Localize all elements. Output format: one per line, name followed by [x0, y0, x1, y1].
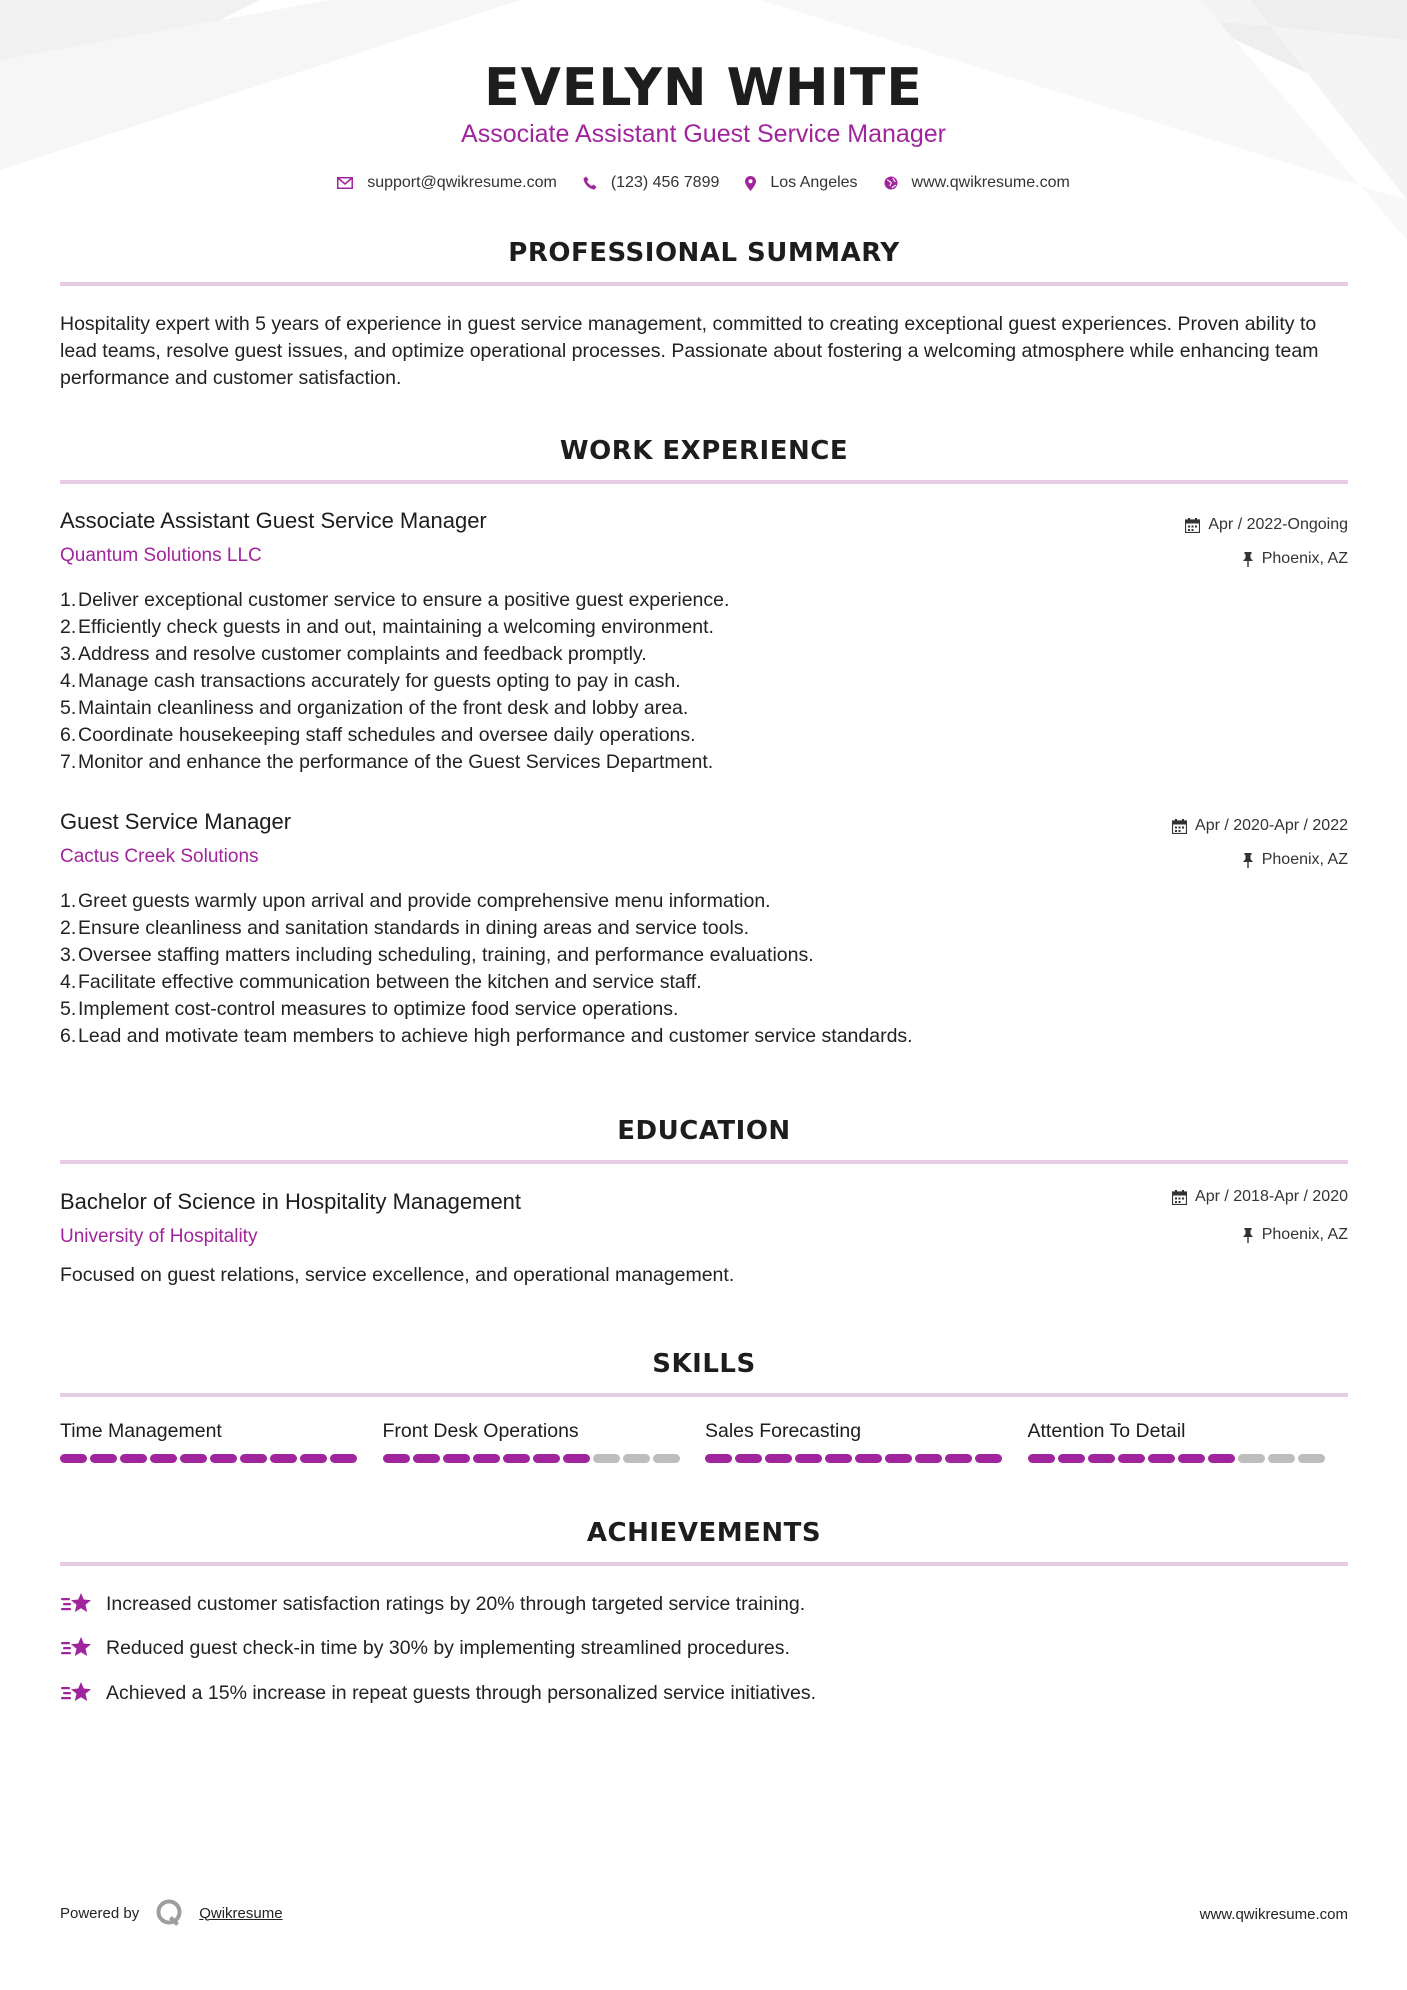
skill-segment-filled	[180, 1454, 207, 1463]
achievement-text: Reduced guest check-in time by 30% by implementing streamlined procedures.	[106, 1636, 790, 1659]
contact-website-text: www.qwikresume.com	[911, 174, 1070, 191]
skills-heading: SKILLS	[652, 1349, 756, 1379]
job-duties-list	[60, 888, 1350, 1050]
skill-item	[383, 1420, 706, 1463]
list-item: 2. Ensure cleanliness and sanitation standards in dining areas and service tools.	[60, 917, 749, 939]
skill-segment-empty	[1238, 1454, 1265, 1463]
skill-segment-filled	[90, 1454, 117, 1463]
education-location	[1242, 1226, 1348, 1244]
job-location	[1242, 550, 1348, 568]
skill-segment-filled	[503, 1454, 530, 1463]
skill-segment-empty	[1268, 1454, 1295, 1463]
list-item: 3. Address and resolve customer complaints and feedback promptly.	[60, 643, 647, 665]
skill-segment-filled	[1178, 1454, 1205, 1463]
skill-name: Front Desk Operations	[382, 1420, 579, 1442]
skill-segment-filled	[705, 1454, 732, 1463]
skill-item	[705, 1420, 1028, 1463]
candidate-title: Associate Assistant Guest Service Manager	[461, 120, 946, 148]
summary-heading: PROFESSIONAL SUMMARY	[508, 238, 900, 268]
list-item: 2. Efficiently check guests in and out, maintaining a welcoming environment.	[60, 616, 714, 638]
globe-icon	[884, 176, 898, 190]
skill-segment-filled	[383, 1454, 410, 1463]
skill-segment-filled	[765, 1454, 792, 1463]
job-company: Cactus Creek Solutions	[60, 846, 259, 867]
skill-segment-filled	[120, 1454, 147, 1463]
summary-divider	[60, 282, 1348, 286]
job-company: Quantum Solutions LLC	[60, 545, 262, 566]
skill-segment-filled	[473, 1454, 500, 1463]
shooting-star-icon	[60, 1635, 94, 1661]
skill-segment-filled	[1118, 1454, 1145, 1463]
skill-segment-filled	[1028, 1454, 1055, 1463]
phone-icon	[583, 176, 597, 190]
calendar-icon	[1172, 819, 1187, 834]
education-description: Focused on guest relations, service excellence, and operational management.	[60, 1264, 735, 1286]
qwikresume-logo-icon	[155, 1898, 185, 1928]
list-item: 6. Coordinate housekeeping staff schedules and oversee daily operations.	[60, 724, 696, 746]
job-duties-list	[60, 587, 1350, 776]
skill-segment-filled	[443, 1454, 470, 1463]
list-item: 1. Greet guests warmly upon arrival and provide comprehensive menu information.	[60, 890, 771, 912]
skill-segment-empty	[623, 1454, 650, 1463]
contact-website[interactable]	[884, 174, 1070, 192]
skill-rating-bar	[383, 1454, 706, 1463]
achievements-divider	[60, 1562, 1348, 1566]
skills-list	[60, 1420, 1350, 1463]
pushpin-icon	[1242, 853, 1254, 868]
contact-location-text: Los Angeles	[770, 174, 858, 191]
skill-segment-filled	[735, 1454, 762, 1463]
list-item: 7. Monitor and enhance the performance of the Guest Services Department.	[60, 751, 714, 773]
calendar-icon	[1185, 518, 1200, 533]
summary-text: Hospitality expert with 5 years of experience in guest service management, committed to creating exceptional guest experiences. Proven ability to lead teams, resolve guest issues, and optimize operational processes. Passionate about fostering a welcoming atmosphere while enhancing team performance and customer satisfaction.	[60, 313, 1319, 389]
skill-name: Sales Forecasting	[705, 1420, 862, 1442]
skill-segment-empty	[593, 1454, 620, 1463]
contact-email[interactable]	[337, 174, 557, 192]
job-location	[1242, 851, 1348, 869]
shooting-star-icon	[60, 1591, 94, 1617]
contact-phone-text: (123) 456 7899	[610, 174, 720, 191]
skill-segment-filled	[563, 1454, 590, 1463]
candidate-name: EVELYN WHITE	[484, 58, 923, 118]
skill-segment-filled	[240, 1454, 267, 1463]
list-item: 5. Maintain cleanliness and organization of the front desk and lobby area.	[60, 697, 689, 719]
achievement-text: Increased customer satisfaction ratings by 20% through targeted service training.	[106, 1592, 806, 1615]
footer-website[interactable]: www.qwikresume.com	[1199, 1906, 1348, 1923]
job-title: Guest Service Manager	[60, 809, 292, 834]
skill-segment-filled	[270, 1454, 297, 1463]
skill-segment-filled	[150, 1454, 177, 1463]
skill-segment-filled	[1148, 1454, 1175, 1463]
contact-bar	[0, 174, 1407, 192]
skill-segment-filled	[300, 1454, 327, 1463]
skill-segment-empty	[1298, 1454, 1325, 1463]
education-heading: EDUCATION	[617, 1116, 791, 1146]
education-divider	[60, 1160, 1348, 1164]
achievement-text: Achieved a 15% increase in repeat guests through personalized service initiatives.	[106, 1681, 816, 1704]
job-title: Associate Assistant Guest Service Manager	[60, 508, 487, 533]
achievement-item	[60, 1680, 816, 1706]
skill-segment-filled	[825, 1454, 852, 1463]
skill-item	[60, 1420, 383, 1463]
list-item: 3. Oversee staffing matters including scheduling, training, and performance evaluations.	[60, 944, 814, 966]
achievement-item	[60, 1591, 805, 1617]
skill-name: Time Management	[60, 1420, 222, 1442]
list-item: 4. Facilitate effective communication between the kitchen and service staff.	[60, 971, 702, 993]
envelope-icon	[337, 177, 353, 189]
pushpin-icon	[1242, 1228, 1254, 1243]
skill-item	[1028, 1420, 1351, 1463]
job-dates-text: Apr / 2020-Apr / 2022	[1195, 817, 1348, 834]
degree-title: Bachelor of Science in Hospitality Management	[60, 1189, 522, 1214]
skill-segment-filled	[1088, 1454, 1115, 1463]
skill-rating-bar	[1028, 1454, 1351, 1463]
job-location-text: Phoenix, AZ	[1261, 550, 1348, 567]
experience-divider	[60, 480, 1348, 484]
skills-divider	[60, 1393, 1348, 1397]
contact-email-text: support@qwikresume.com	[367, 174, 557, 191]
list-item: 5. Implement cost-control measures to optimize food service operations.	[60, 998, 679, 1020]
education-dates-text: Apr / 2018-Apr / 2020	[1195, 1188, 1348, 1205]
contact-location	[745, 174, 857, 192]
skill-segment-filled	[533, 1454, 560, 1463]
achievement-item	[60, 1635, 790, 1661]
skill-segment-filled	[885, 1454, 912, 1463]
education-dates	[1172, 1188, 1348, 1206]
calendar-icon	[1172, 1190, 1187, 1205]
pushpin-icon	[1242, 552, 1254, 567]
powered-by-label: Powered by	[60, 1904, 140, 1922]
map-pin-icon	[745, 176, 756, 191]
skill-segment-filled	[945, 1454, 972, 1463]
skill-segment-filled	[915, 1454, 942, 1463]
skill-segment-filled	[1058, 1454, 1085, 1463]
skill-segment-filled	[330, 1454, 357, 1463]
contact-phone[interactable]	[583, 174, 720, 192]
skill-segment-filled	[855, 1454, 882, 1463]
achievements-heading: ACHIEVEMENTS	[586, 1518, 822, 1548]
list-item: 6. Lead and motivate team members to achieve high performance and customer service standards.	[60, 1025, 913, 1047]
skill-name: Attention To Detail	[1027, 1420, 1186, 1442]
skill-segment-filled	[975, 1454, 1002, 1463]
experience-heading: WORK EXPERIENCE	[559, 436, 849, 466]
school-name: University of Hospitality	[60, 1226, 258, 1247]
qwikresume-link[interactable]: Qwikresume	[199, 1904, 283, 1922]
education-location-text: Phoenix, AZ	[1261, 1226, 1348, 1243]
list-item: 4. Manage cash transactions accurately for guests opting to pay in cash.	[60, 670, 681, 692]
skill-segment-filled	[1208, 1454, 1235, 1463]
skill-segment-filled	[60, 1454, 87, 1463]
shooting-star-icon	[60, 1680, 94, 1706]
job-dates	[1172, 817, 1348, 835]
skill-rating-bar	[705, 1454, 1028, 1463]
skill-segment-filled	[795, 1454, 822, 1463]
job-location-text: Phoenix, AZ	[1261, 851, 1348, 868]
skill-segment-filled	[210, 1454, 237, 1463]
skill-segment-empty	[653, 1454, 680, 1463]
job-dates-text: Apr / 2022-Ongoing	[1208, 516, 1348, 533]
list-item: 1. Deliver exceptional customer service to ensure a positive guest experience.	[60, 589, 730, 611]
job-dates	[1185, 516, 1348, 534]
skill-segment-filled	[413, 1454, 440, 1463]
footer-powered-by	[60, 1898, 283, 1928]
skill-rating-bar	[60, 1454, 383, 1463]
